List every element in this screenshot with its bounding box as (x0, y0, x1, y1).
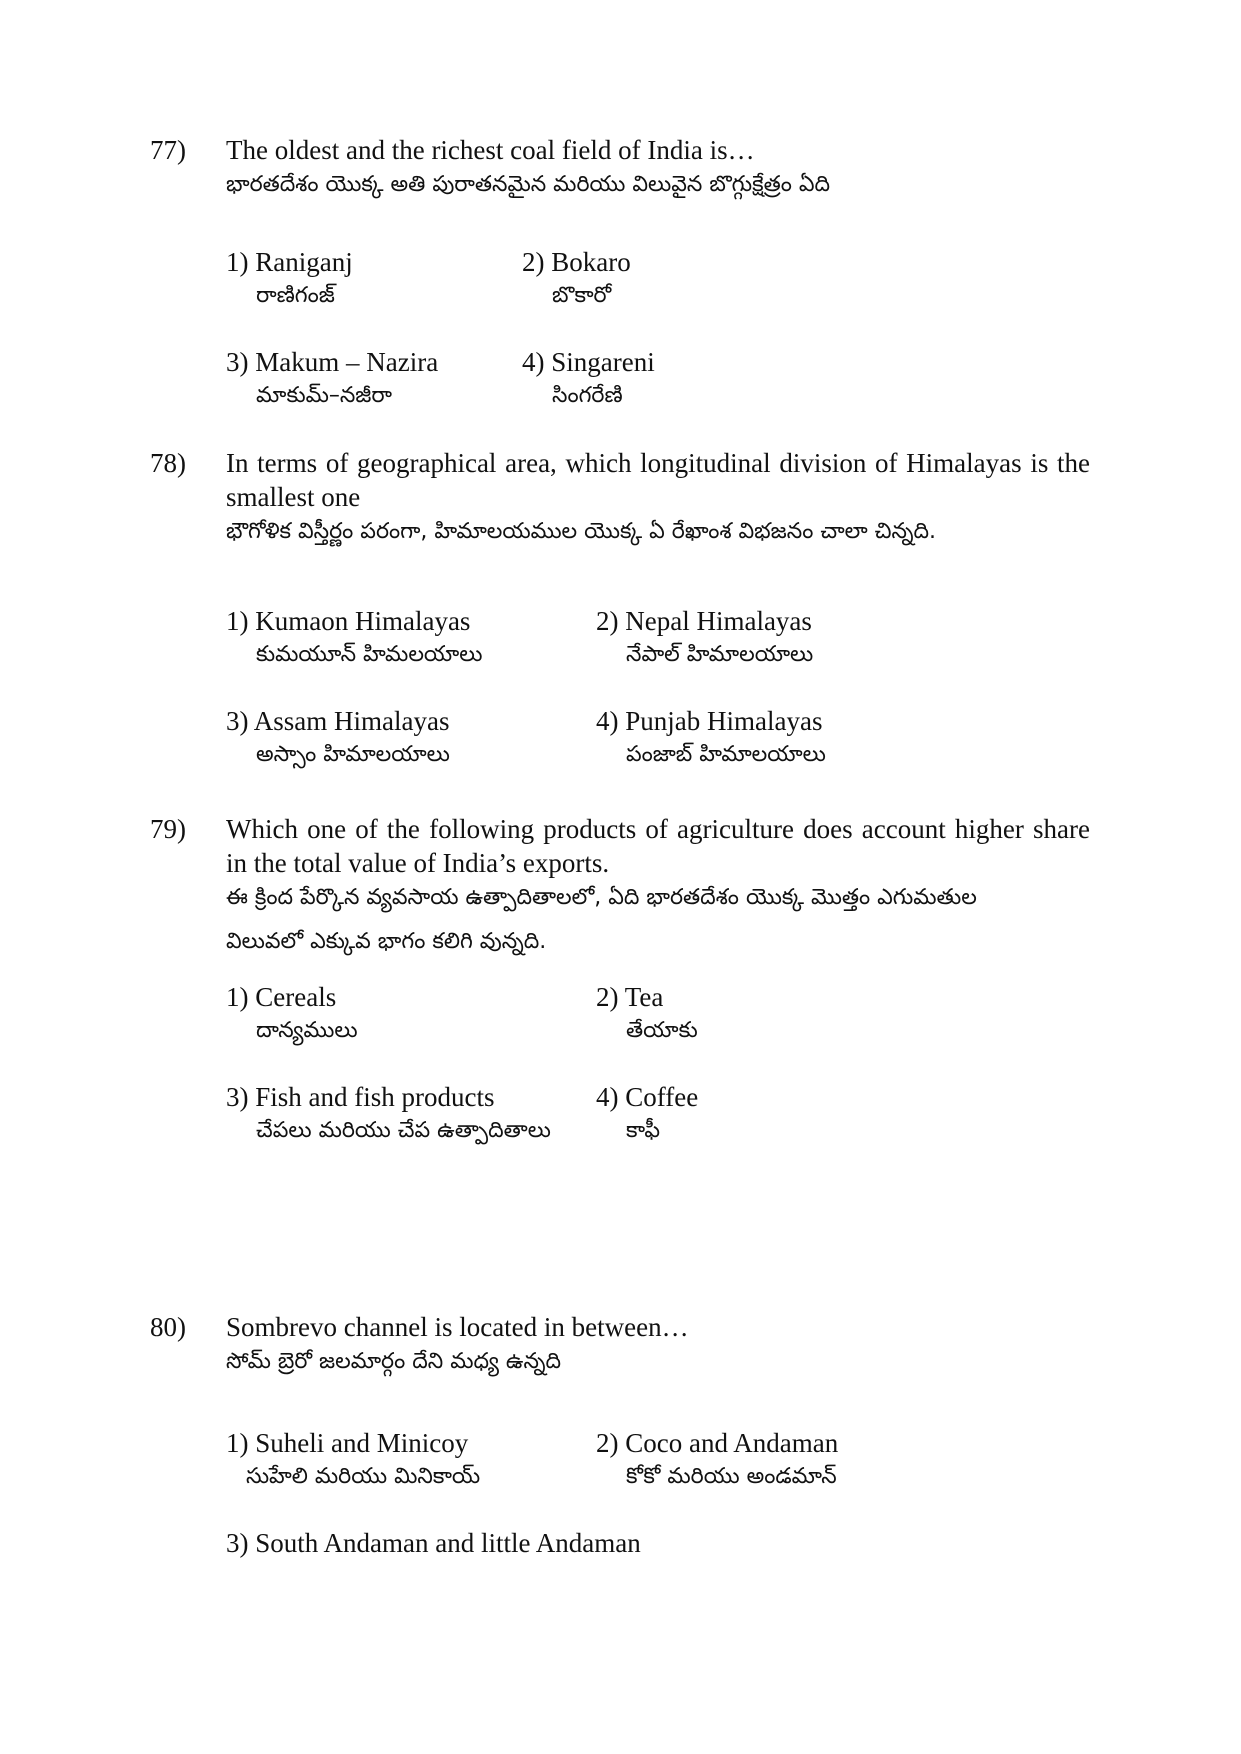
question-text-en: Sombrevo channel is located in between… (226, 1312, 689, 1342)
question-text-en: The oldest and the richest coal field of India is… (226, 135, 755, 165)
question-number: 80) (150, 1312, 186, 1342)
option-label-en: 3) Makum – Nazira (226, 347, 439, 377)
option-1[interactable] (226, 980, 358, 1048)
option-label-en: 4) Coffee (596, 1082, 699, 1112)
question-text-te: సోమ్ బ్రెరో జలమార్గం దేని మధ్య ఉన్నది (226, 1349, 562, 1374)
option-1[interactable] (226, 245, 353, 313)
option-label-en: 1) Kumaon Himalayas (226, 606, 471, 636)
question-79 (150, 812, 1090, 1192)
question-number: 77) (150, 135, 186, 165)
question-text-te: భారతదేశం యొక్క అతి పురాతనమైన మరియు విలువైన బొగ్గుక్షేత్రం ఏది (226, 172, 831, 197)
question-78 (150, 446, 1090, 806)
option-label-te: తేయాకు (626, 1018, 698, 1043)
option-label-en: 2) Nepal Himalayas (596, 606, 812, 636)
option-4[interactable] (596, 1080, 698, 1148)
question-number: 79) (150, 814, 186, 844)
option-3[interactable] (226, 704, 450, 772)
option-3[interactable] (226, 1526, 641, 1560)
option-label-te: చేపలు మరియు చేప ఉత్పాదితాలు (256, 1118, 551, 1143)
option-label-te: దాన్యములు (256, 1018, 358, 1043)
option-2[interactable] (596, 1426, 838, 1494)
option-label-te: కాఫీ (626, 1118, 661, 1143)
option-label-en: 4) Singareni (522, 347, 655, 377)
option-label-en: 2) Bokaro (522, 247, 631, 277)
question-text-en: Which one of the following products of agriculture does account higher share in the total value of India’s exports. (226, 814, 1090, 878)
option-label-en: 4) Punjab Himalayas (596, 706, 823, 736)
option-4[interactable] (522, 345, 655, 413)
option-label-en: 3) Fish and fish products (226, 1082, 495, 1112)
option-label-en: 1) Raniganj (226, 247, 353, 277)
option-1[interactable] (226, 604, 483, 672)
question-text-te: భౌగోళిక విస్తీర్ణం పరంగా, హిమాలయముల యొక్క ఏ రేఖాంశ విభజనం చాలా చిన్నది. (226, 519, 936, 544)
question-80 (150, 1310, 1090, 1570)
option-label-en: 2) Tea (596, 982, 664, 1012)
option-label-te: సింగరేణి (552, 383, 623, 408)
option-label-te: కుమయూన్ హిమలయాలు (256, 642, 483, 667)
option-3[interactable] (226, 1080, 551, 1148)
question-77 (150, 133, 1090, 433)
option-label-en: 2) Coco and Andaman (596, 1428, 839, 1458)
option-label-te: కోకో మరియు అండమాన్ (626, 1464, 837, 1489)
option-label-te: మాకుమ్–నజీరా (256, 383, 393, 408)
question-text-en: In terms of geographical area, which longitudinal division of Himalayas is the smallest one (226, 448, 1090, 512)
option-label-te: బొకారో (552, 283, 612, 308)
option-label-en: 1) Suheli and Minicoy (226, 1428, 469, 1458)
option-3[interactable] (226, 345, 438, 413)
option-4[interactable] (596, 704, 826, 772)
option-label-en: 1) Cereals (226, 982, 337, 1012)
option-label-en: 3) Assam Himalayas (226, 706, 450, 736)
option-2[interactable] (596, 980, 698, 1048)
option-label-te: అస్సాం హిమాలయాలు (256, 742, 450, 767)
question-number: 78) (150, 448, 186, 478)
option-label-te: సుహేలి మరియు మినికాయ్ (246, 1464, 481, 1489)
option-label-te: నేపాల్ హిమాలయాలు (626, 642, 814, 667)
option-1[interactable] (226, 1426, 480, 1494)
option-2[interactable] (522, 245, 631, 313)
option-2[interactable] (596, 604, 813, 672)
option-label-te: రాణిగంజ్ (256, 283, 335, 308)
option-label-en: 3) South Andaman and little Andaman (226, 1528, 641, 1558)
option-label-te: పంజాబ్ హిమాలయాలు (626, 742, 826, 767)
question-text-te: ఈ క్రింద పేర్కొన వ్యవసాయ ఉత్పాదితాలలో, ఏది భారతదేశం యొక్క మొత్తం ఎగుమతుల విలువలో ఎక్కువ భాగం కలిగి వున్నది. (226, 885, 977, 954)
